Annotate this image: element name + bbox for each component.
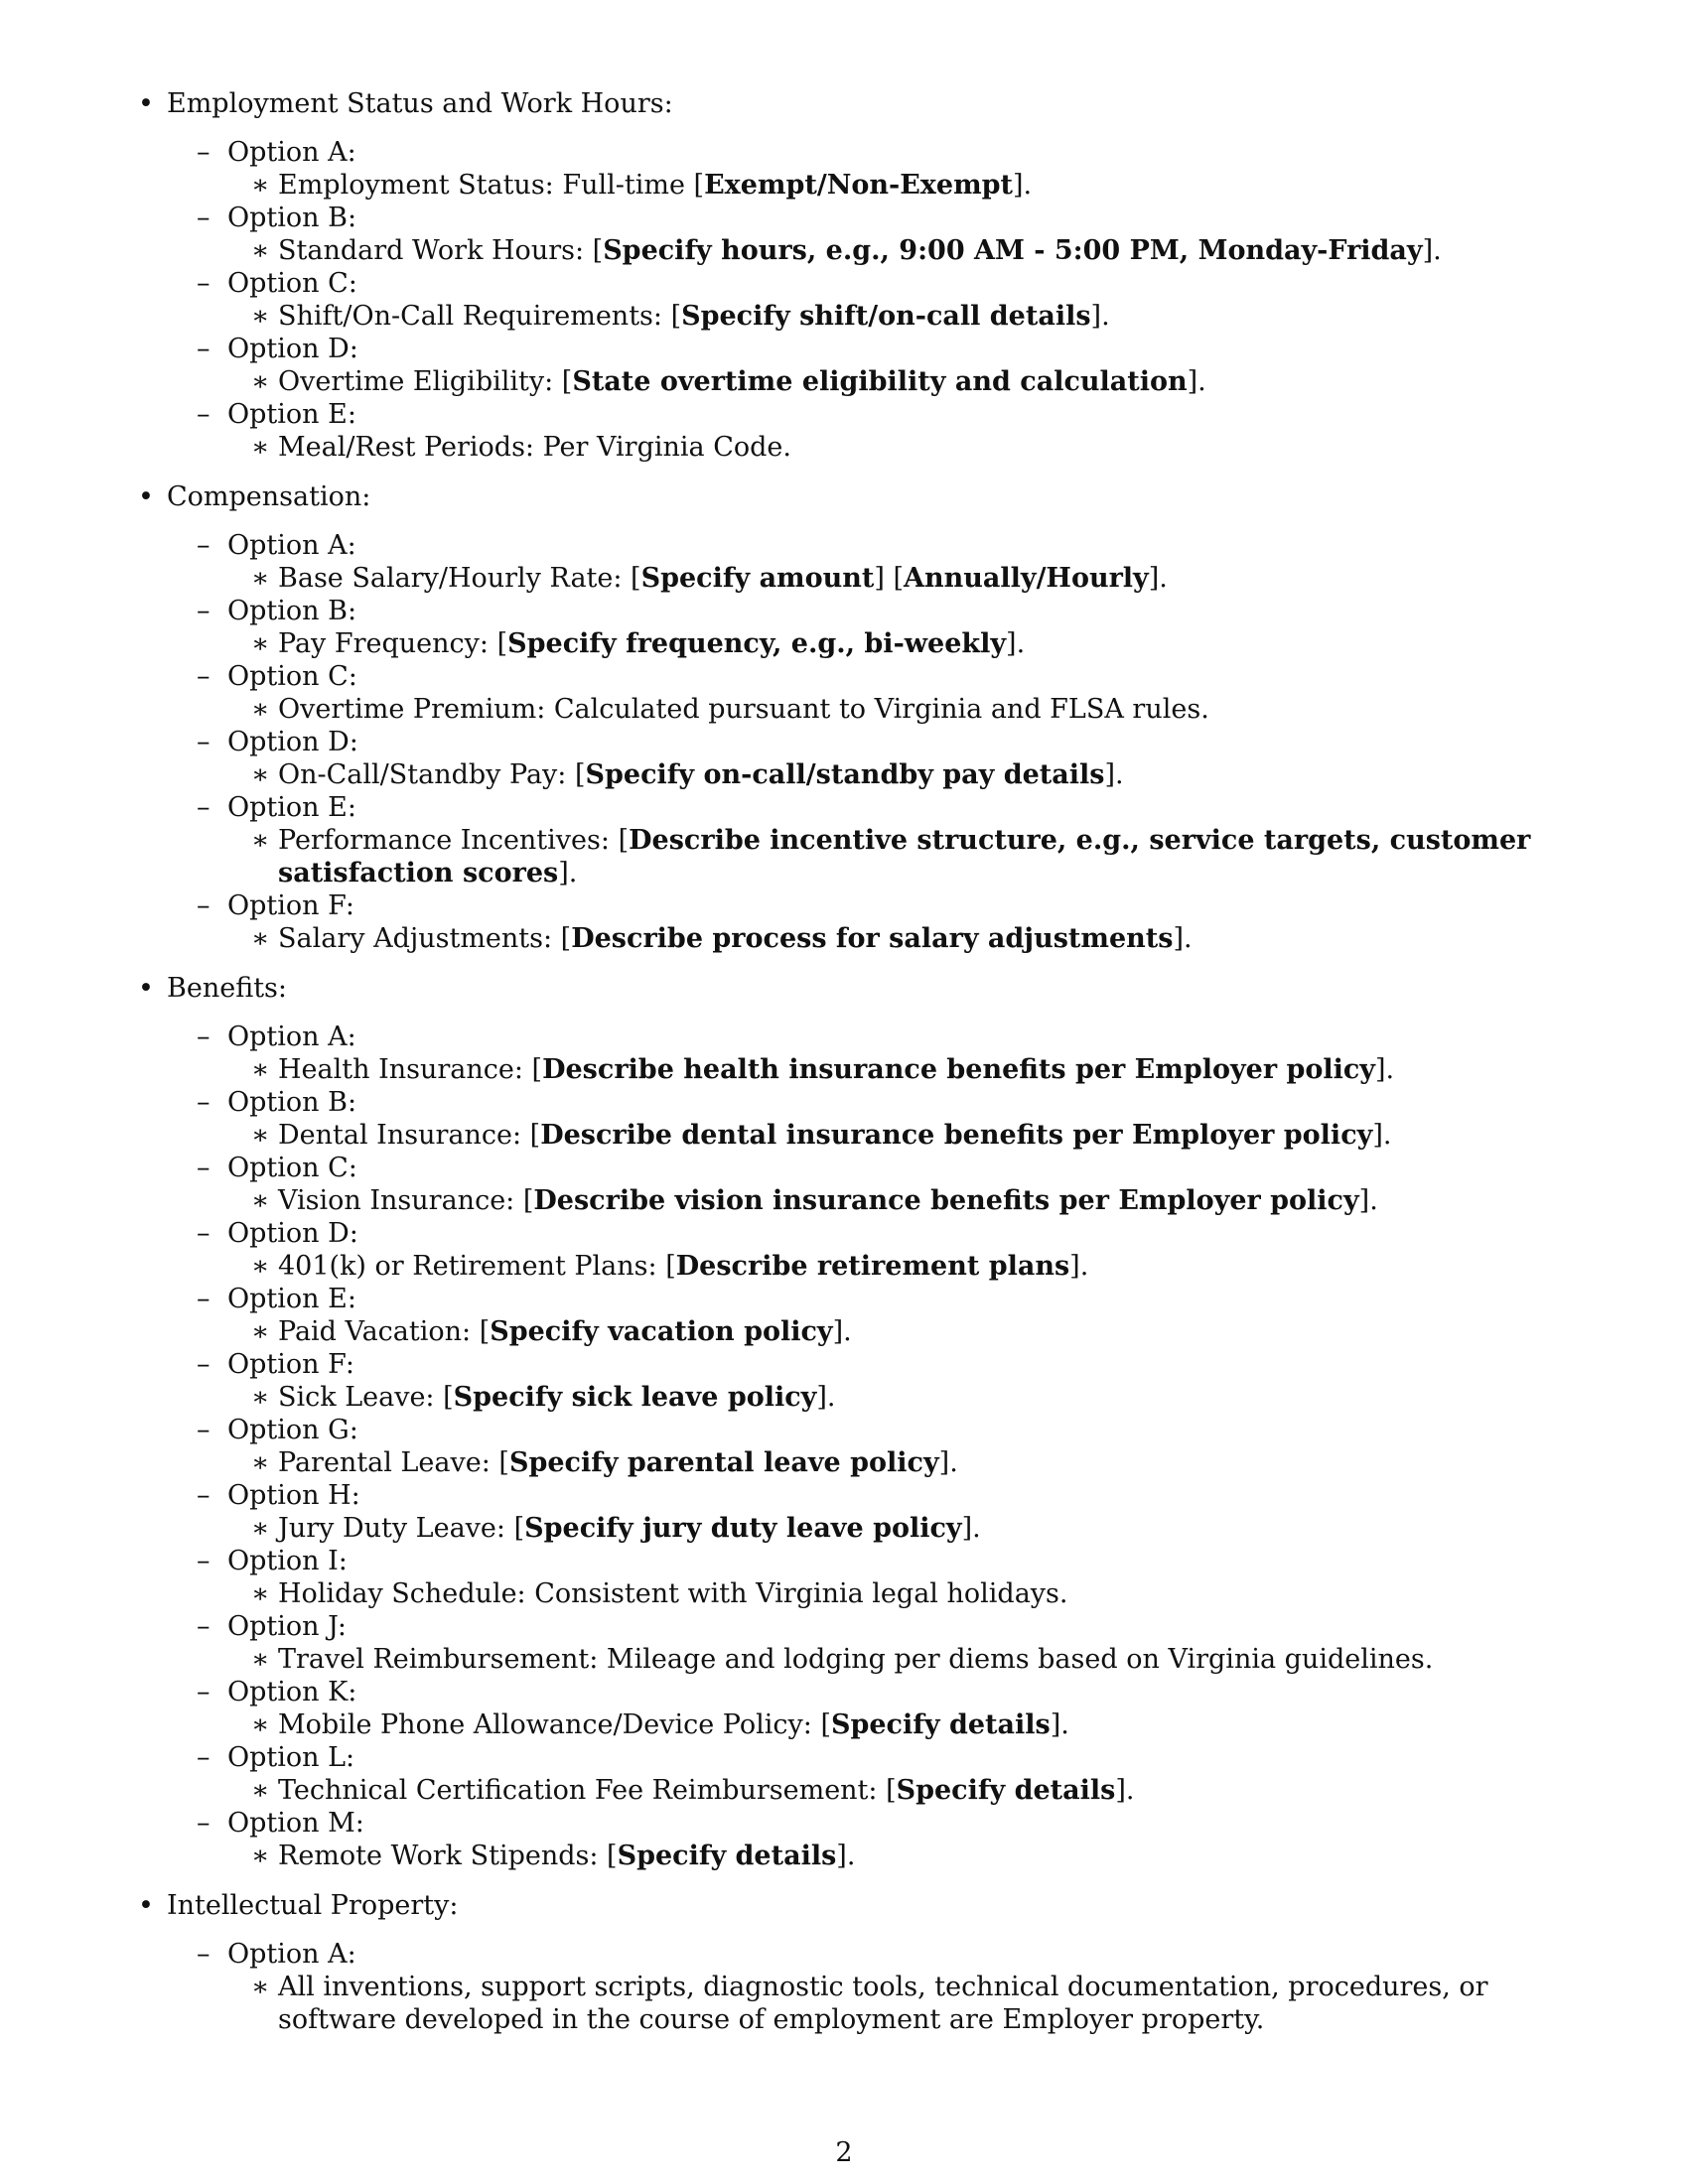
option-item <box>251 693 1688 726</box>
option-item <box>251 300 1688 333</box>
option-label: Option G: <box>227 1415 358 1445</box>
asterisk-icon: ∗ <box>251 235 270 266</box>
option <box>197 202 1688 267</box>
item-text: ]. <box>1372 1120 1392 1151</box>
option-item <box>251 234 1688 267</box>
option <box>197 1938 1688 2036</box>
option-label: Option E: <box>227 1284 356 1314</box>
placeholder-text: Describe health insurance benefits per Employer policy <box>542 1054 1375 1085</box>
item-text: All inventions, support scripts, diagnostic tools, technical documentation, procedures, or software developed in the course of employment are Employer property. <box>278 1972 1488 2035</box>
option-label: Option B: <box>227 203 357 233</box>
option <box>197 1414 1688 1479</box>
placeholder-text: Describe dental insurance benefits per Employer policy <box>540 1120 1373 1151</box>
item-text: ]. <box>1148 563 1168 594</box>
option-label: Option H: <box>227 1480 360 1511</box>
option-label: Option M: <box>227 1808 364 1839</box>
option-item <box>251 758 1688 791</box>
document-body <box>0 87 1688 2036</box>
option <box>197 1283 1688 1348</box>
item-text: ]. <box>1374 1054 1395 1085</box>
option <box>197 595 1688 660</box>
option <box>197 398 1688 464</box>
option-item <box>251 1315 1688 1348</box>
asterisk-icon: ∗ <box>251 170 270 201</box>
dash-icon: – <box>197 890 211 921</box>
dash-icon: – <box>197 1677 211 1707</box>
option-item <box>251 1774 1688 1807</box>
option-label: Option C: <box>227 1153 357 1183</box>
item-text: Dental Insurance: [ <box>278 1120 541 1151</box>
item-text: ]. <box>558 858 578 888</box>
placeholder-text: Specify details <box>896 1775 1116 1806</box>
item-text: Meal/Rest Periods: Per Virginia Code. <box>278 432 791 463</box>
option-item <box>251 1708 1688 1741</box>
dash-icon: – <box>197 1349 211 1380</box>
item-text: ]. <box>1187 366 1206 397</box>
asterisk-icon: ∗ <box>251 1185 270 1216</box>
placeholder-text: Exempt/Non-Exempt <box>704 170 1013 201</box>
dash-icon: – <box>197 1218 211 1249</box>
asterisk-icon: ∗ <box>251 366 270 397</box>
item-text: Base Salary/Hourly Rate: [ <box>278 563 641 594</box>
item-text: Mobile Phone Allowance/Device Policy: [ <box>278 1709 831 1740</box>
item-text: ]. <box>816 1382 836 1413</box>
item-text: Holiday Schedule: Consistent with Virginia legal holidays. <box>278 1578 1068 1609</box>
placeholder-text: Specify parental leave policy <box>508 1447 939 1478</box>
asterisk-icon: ∗ <box>251 432 270 463</box>
placeholder-text: Specify sick leave policy <box>453 1382 817 1413</box>
item-text: ]. <box>832 1316 852 1347</box>
item-text: ]. <box>1422 235 1442 266</box>
asterisk-icon: ∗ <box>251 563 270 594</box>
option <box>197 1021 1688 1086</box>
option-label: Option D: <box>227 334 358 364</box>
item-text: ]. <box>1013 170 1033 201</box>
section-title <box>138 972 1688 1005</box>
section-title <box>138 1889 1688 1922</box>
asterisk-icon: ∗ <box>251 1644 270 1675</box>
option-label: Option I: <box>227 1546 348 1576</box>
section-spacer <box>0 464 1688 480</box>
dash-icon: – <box>197 137 211 168</box>
section-title <box>138 87 1688 120</box>
option-item <box>251 1250 1688 1283</box>
item-text: ]. <box>1115 1775 1135 1806</box>
item-text: On-Call/Standby Pay: [ <box>278 759 586 790</box>
option-label: Option D: <box>227 727 358 757</box>
option <box>197 1086 1688 1152</box>
item-text: Vision Insurance: [ <box>278 1185 534 1216</box>
option-label: Option D: <box>227 1218 358 1249</box>
dash-icon: – <box>197 727 211 757</box>
section-title-text: Benefits: <box>167 973 287 1004</box>
item-text: ]. <box>1173 923 1193 954</box>
option <box>197 1676 1688 1741</box>
asterisk-icon: ∗ <box>251 1972 270 2002</box>
option-label: Option E: <box>227 792 356 823</box>
dash-icon: – <box>197 1742 211 1773</box>
asterisk-icon: ∗ <box>251 923 270 954</box>
dash-icon: – <box>197 1087 211 1118</box>
option <box>197 1152 1688 1217</box>
option <box>197 889 1688 955</box>
item-text: ]. <box>1006 628 1026 659</box>
placeholder-text: Specify hours, e.g., 9:00 AM - 5:00 PM, Monday-Friday <box>603 235 1423 266</box>
asterisk-icon: ∗ <box>251 1775 270 1806</box>
option <box>197 529 1688 595</box>
option <box>197 791 1688 889</box>
option-label: Option A: <box>227 137 356 168</box>
option <box>197 726 1688 791</box>
placeholder-text: Specify amount <box>640 563 875 594</box>
asterisk-icon: ∗ <box>251 825 270 856</box>
asterisk-icon: ∗ <box>251 1578 270 1609</box>
dash-icon: – <box>197 1939 211 1970</box>
section <box>0 480 1688 955</box>
placeholder-text: Specify frequency, e.g., bi-weekly <box>507 628 1007 659</box>
dash-icon: – <box>197 268 211 299</box>
bullet-icon: • <box>138 481 154 512</box>
item-text: Shift/On-Call Requirements: [ <box>278 301 682 332</box>
dash-icon: – <box>197 334 211 364</box>
item-text: ]. <box>1050 1709 1069 1740</box>
item-text: ]. <box>1358 1185 1378 1216</box>
section <box>0 972 1688 1872</box>
section-title <box>138 480 1688 513</box>
option-list <box>0 529 1688 955</box>
asterisk-icon: ∗ <box>251 1382 270 1413</box>
asterisk-icon: ∗ <box>251 1513 270 1544</box>
option-label: Option A: <box>227 530 356 561</box>
option-item <box>251 1971 1688 2036</box>
item-text: Sick Leave: [ <box>278 1382 454 1413</box>
option-label: Option F: <box>227 1349 354 1380</box>
asterisk-icon: ∗ <box>251 1841 270 1871</box>
item-text: ]. <box>836 1841 856 1871</box>
placeholder-text: Specify on-call/standby pay details <box>585 759 1105 790</box>
option <box>197 1479 1688 1545</box>
placeholder-text: Describe retirement plans <box>675 1251 1070 1282</box>
dash-icon: – <box>197 399 211 430</box>
dash-icon: – <box>197 1415 211 1445</box>
page-number: 2 <box>835 2137 853 2168</box>
dash-icon: – <box>197 1546 211 1576</box>
section-title-text: Employment Status and Work Hours: <box>167 88 673 119</box>
dash-icon: – <box>197 596 211 626</box>
item-text: Jury Duty Leave: [ <box>278 1513 525 1544</box>
option-label: Option F: <box>227 890 354 921</box>
asterisk-icon: ∗ <box>251 1251 270 1282</box>
section <box>0 87 1688 464</box>
section <box>0 1889 1688 2036</box>
asterisk-icon: ∗ <box>251 1120 270 1151</box>
placeholder-text: Specify shift/on-call details <box>681 301 1091 332</box>
dash-icon: – <box>197 1153 211 1183</box>
dash-icon: – <box>197 1284 211 1314</box>
placeholder-text: Specify details <box>830 1709 1051 1740</box>
item-text: Performance Incentives: [ <box>278 825 630 856</box>
placeholder-text: State overtime eligibility and calculation <box>572 366 1188 397</box>
asterisk-icon: ∗ <box>251 694 270 725</box>
bullet-icon: • <box>138 1890 154 1921</box>
asterisk-icon: ∗ <box>251 628 270 659</box>
option-label: Option B: <box>227 596 357 626</box>
option-label: Option E: <box>227 399 356 430</box>
item-text: Travel Reimbursement: Mileage and lodging per diems based on Virginia guidelines. <box>278 1644 1434 1675</box>
item-text: Overtime Eligibility: [ <box>278 366 573 397</box>
asterisk-icon: ∗ <box>251 1316 270 1347</box>
option <box>197 136 1688 202</box>
item-text: Overtime Premium: Calculated pursuant to Virginia and FLSA rules. <box>278 694 1209 725</box>
option <box>197 1610 1688 1676</box>
option-item <box>251 824 1688 889</box>
dash-icon: – <box>197 792 211 823</box>
item-text: Health Insurance: [ <box>278 1054 543 1085</box>
option-label: Option A: <box>227 1939 356 1970</box>
option <box>197 1741 1688 1807</box>
item-text: Parental Leave: [ <box>278 1447 509 1478</box>
option-item <box>251 1184 1688 1217</box>
asterisk-icon: ∗ <box>251 1054 270 1085</box>
option-item <box>251 562 1688 595</box>
option-item <box>251 1643 1688 1676</box>
option <box>197 660 1688 726</box>
section-title-text: Compensation: <box>167 481 371 512</box>
asterisk-icon: ∗ <box>251 759 270 790</box>
option-item <box>251 922 1688 955</box>
item-text: Technical Certification Fee Reimbursement: [ <box>278 1775 897 1806</box>
option <box>197 1807 1688 1872</box>
option-label: Option C: <box>227 661 357 692</box>
dash-icon: – <box>197 661 211 692</box>
placeholder-text: Describe incentive structure, e.g., service targets, customer satisfaction scores <box>278 825 1531 888</box>
placeholder-text: Describe vision insurance benefits per Employer policy <box>533 1185 1359 1216</box>
item-text: Salary Adjustments: [ <box>278 923 572 954</box>
item-text: Employment Status: Full-time [ <box>278 170 705 201</box>
option-list <box>0 1938 1688 2036</box>
asterisk-icon: ∗ <box>251 1709 270 1740</box>
dash-icon: – <box>197 1808 211 1839</box>
option-label: Option C: <box>227 268 357 299</box>
option-item <box>251 1577 1688 1610</box>
option-list <box>0 136 1688 464</box>
item-text: Remote Work Stipends: [ <box>278 1841 618 1871</box>
dash-icon: – <box>197 1480 211 1511</box>
option <box>197 1545 1688 1610</box>
option-item <box>251 431 1688 464</box>
option-item <box>251 169 1688 202</box>
item-text: ]. <box>961 1513 981 1544</box>
option-item <box>251 1053 1688 1086</box>
asterisk-icon: ∗ <box>251 301 270 332</box>
placeholder-text: Specify jury duty leave policy <box>524 1513 962 1544</box>
bullet-icon: • <box>138 88 154 119</box>
option-label: Option K: <box>227 1677 357 1707</box>
item-text: ]. <box>1069 1251 1089 1282</box>
item-text: Standard Work Hours: [ <box>278 235 604 266</box>
option-item <box>251 1446 1688 1479</box>
item-text: 401(k) or Retirement Plans: [ <box>278 1251 676 1282</box>
dash-icon: – <box>197 530 211 561</box>
option-label: Option A: <box>227 1022 356 1052</box>
bullet-icon: • <box>138 973 154 1004</box>
dash-icon: – <box>197 1611 211 1642</box>
option-item <box>251 1119 1688 1152</box>
option-label: Option J: <box>227 1611 347 1642</box>
section-title-text: Intellectual Property: <box>167 1890 459 1921</box>
option <box>197 333 1688 398</box>
option-item <box>251 627 1688 660</box>
option-item <box>251 1840 1688 1872</box>
item-text: ]. <box>938 1447 958 1478</box>
option-list <box>0 1021 1688 1872</box>
item-text: ]. <box>1090 301 1110 332</box>
option-item <box>251 1512 1688 1545</box>
section-spacer <box>0 1872 1688 1889</box>
asterisk-icon: ∗ <box>251 1447 270 1478</box>
option-label: Option B: <box>227 1087 357 1118</box>
item-text: ]. <box>1104 759 1124 790</box>
placeholder-text: Specify details <box>617 1841 837 1871</box>
section-spacer <box>0 955 1688 972</box>
placeholder-text: Describe process for salary adjustments <box>571 923 1174 954</box>
option-item <box>251 365 1688 398</box>
item-text: Paid Vacation: [ <box>278 1316 491 1347</box>
placeholder-text: Specify vacation policy <box>490 1316 833 1347</box>
placeholder-text: Annually/Hourly <box>904 563 1149 594</box>
dash-icon: – <box>197 1022 211 1052</box>
option <box>197 1348 1688 1414</box>
item-text: ] [ <box>874 563 905 594</box>
dash-icon: – <box>197 203 211 233</box>
option-item <box>251 1381 1688 1414</box>
option-label: Option L: <box>227 1742 355 1773</box>
option <box>197 267 1688 333</box>
item-text: Pay Frequency: [ <box>278 628 508 659</box>
option <box>197 1217 1688 1283</box>
